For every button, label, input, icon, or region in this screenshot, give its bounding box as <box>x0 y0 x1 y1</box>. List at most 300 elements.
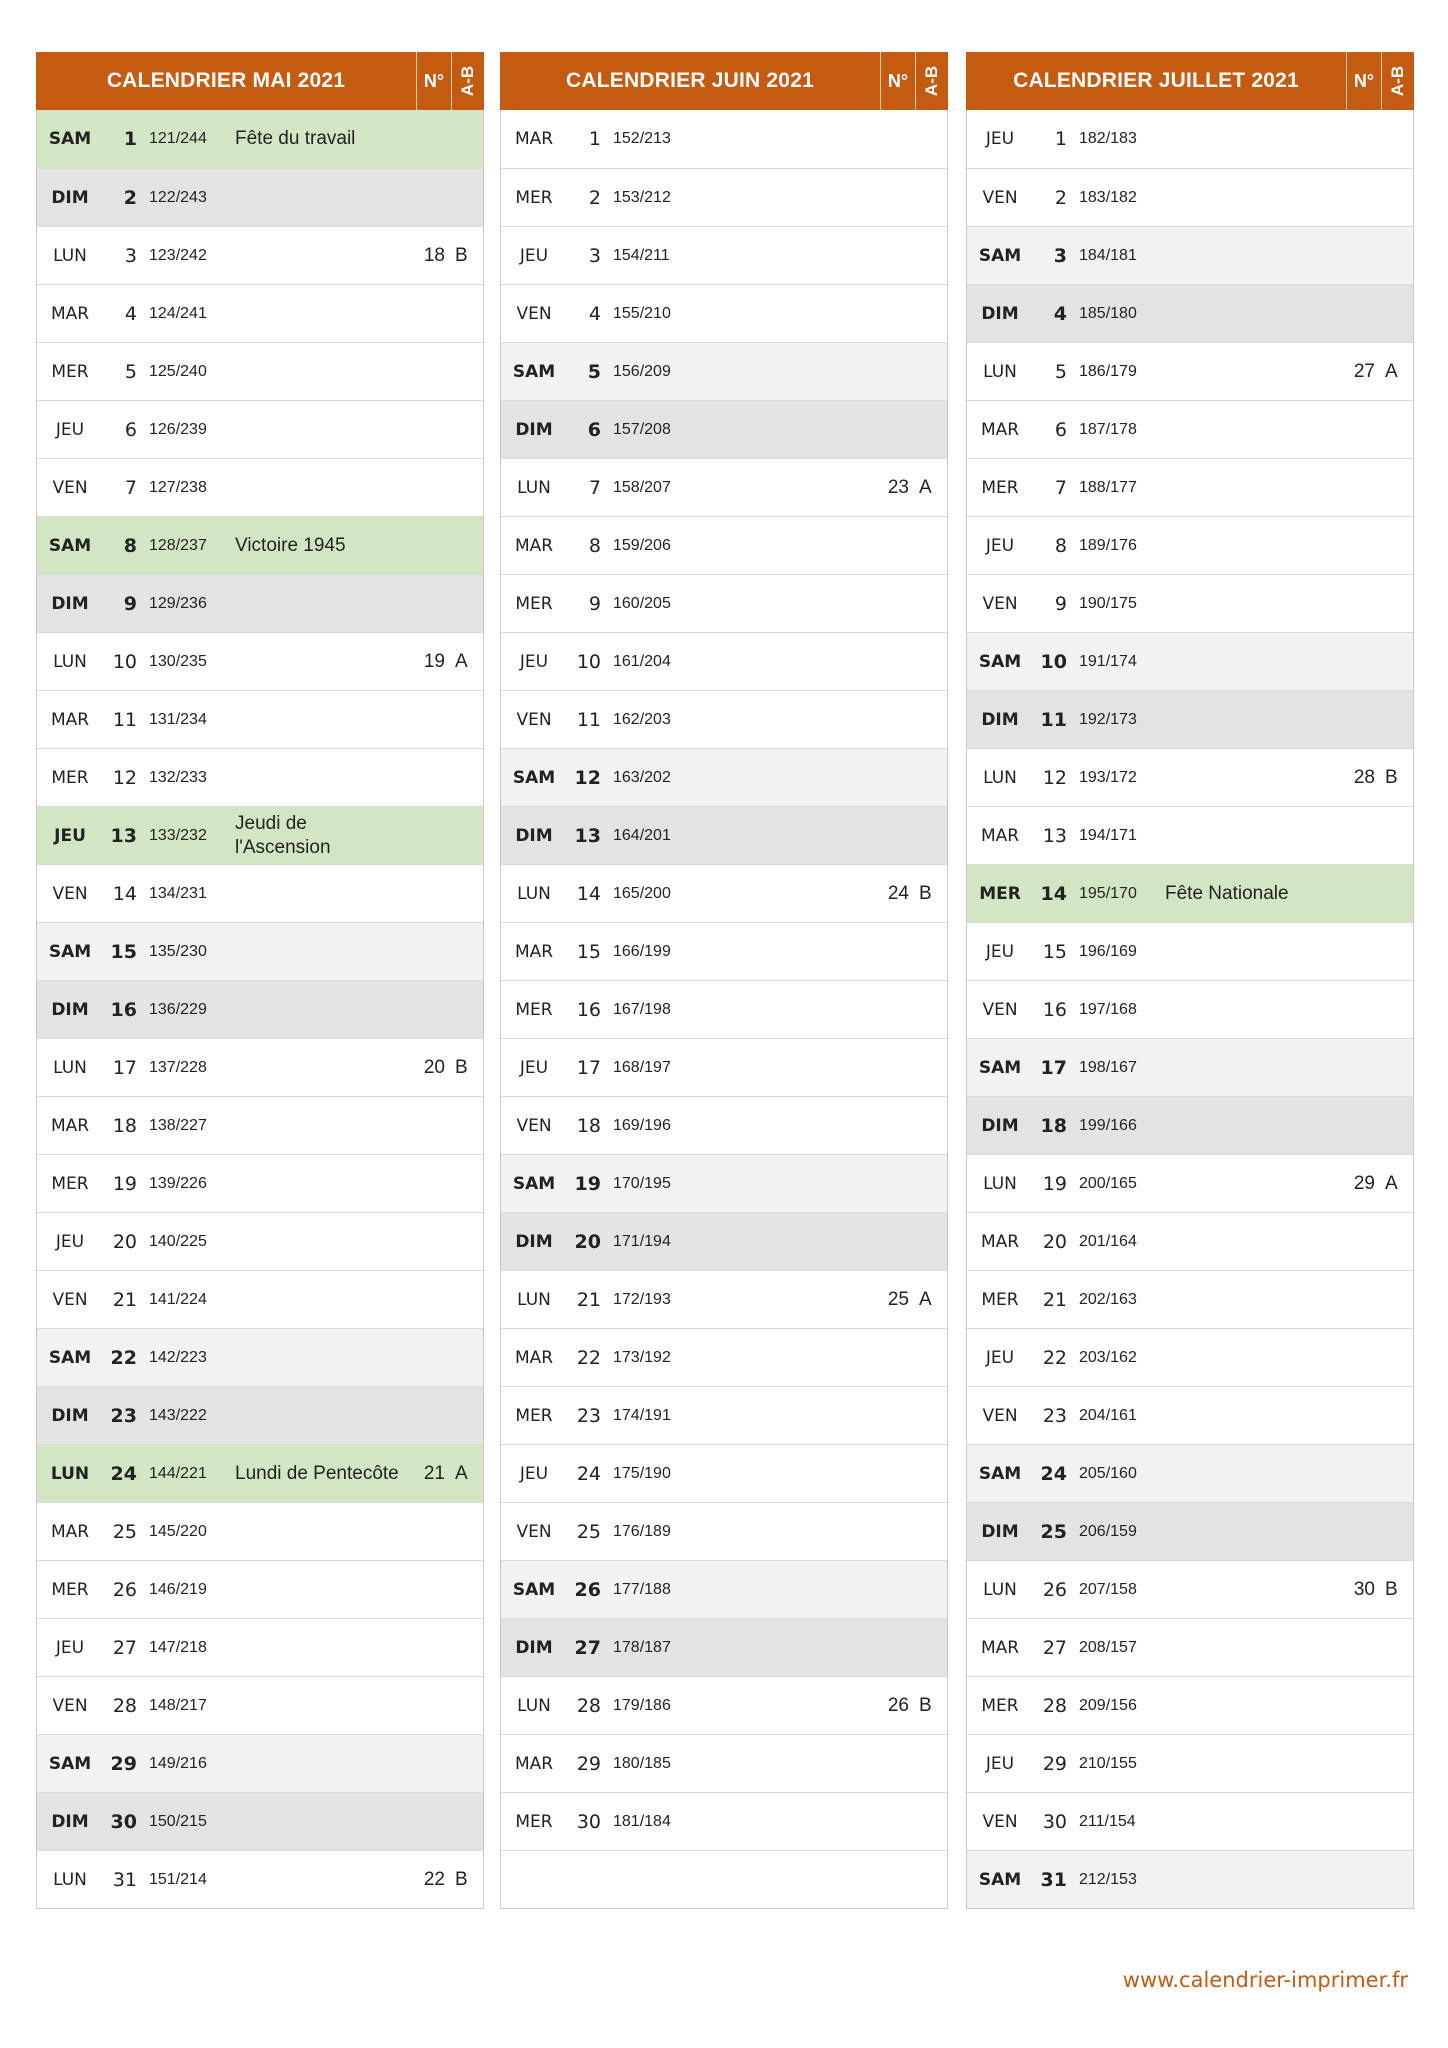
day-number: 3 <box>1053 244 1067 267</box>
day-of-year: 148/217 <box>149 1696 207 1714</box>
weekday-label: MAR <box>514 535 554 556</box>
day-number: 2 <box>123 186 137 209</box>
week-ab: B <box>455 1868 468 1890</box>
day-number: 10 <box>1040 650 1067 673</box>
day-number: 26 <box>112 1578 137 1601</box>
weekday-label: LUN <box>517 883 551 904</box>
day-row <box>37 226 483 284</box>
weekday-label: VEN <box>52 1695 88 1716</box>
day-of-year: 183/182 <box>1079 188 1137 206</box>
week-number: 21 <box>423 1462 445 1484</box>
week-number: 18 <box>423 244 445 266</box>
day-number: 26 <box>574 1578 601 1601</box>
day-of-year: 169/196 <box>613 1116 671 1134</box>
day-of-year: 159/206 <box>613 536 671 554</box>
day-number: 21 <box>1042 1288 1067 1311</box>
day-number: 20 <box>112 1230 137 1253</box>
day-row <box>967 1676 1413 1734</box>
weekday-label: JEU <box>55 1231 85 1252</box>
day-number: 18 <box>576 1114 601 1137</box>
day-of-year: 198/167 <box>1079 1058 1137 1076</box>
day-number: 8 <box>1054 534 1067 557</box>
day-row <box>967 516 1413 574</box>
day-row <box>501 690 947 748</box>
week-ab: B <box>919 882 932 904</box>
day-number: 7 <box>1054 476 1067 499</box>
day-number: 19 <box>1042 1172 1067 1195</box>
day-of-year: 202/163 <box>1079 1290 1137 1308</box>
day-row <box>501 1502 947 1560</box>
weekday-label: MER <box>515 593 553 614</box>
day-number: 1 <box>588 128 601 150</box>
weekday-label: MAR <box>50 303 90 324</box>
day-of-year: 211/154 <box>1079 1812 1136 1830</box>
weekday-label: SAM <box>48 129 92 149</box>
weekday-label: VEN <box>516 1521 552 1542</box>
day-number: 5 <box>124 360 137 383</box>
day-number: 22 <box>576 1346 601 1369</box>
week-number: 26 <box>887 1694 909 1716</box>
day-of-year: 197/168 <box>1079 1000 1137 1018</box>
day-of-year: 121/244 <box>149 130 207 147</box>
day-number: 28 <box>1042 1694 1067 1717</box>
day-row <box>967 1618 1413 1676</box>
weekday-label: MER <box>981 1289 1019 1310</box>
day-row <box>967 574 1413 632</box>
day-number: 29 <box>576 1752 601 1775</box>
day-row <box>967 980 1413 1038</box>
day-number: 17 <box>1040 1056 1067 1079</box>
weekday-label: MER <box>515 999 553 1020</box>
week-ab: A <box>1385 360 1398 382</box>
day-row <box>501 1676 947 1734</box>
weekday-label: VEN <box>516 1115 552 1136</box>
weekday-label: SAM <box>978 1869 1022 1890</box>
day-of-year: 149/216 <box>149 1754 207 1772</box>
weekday-label: MER <box>51 1579 89 1600</box>
weekday-label: JEU <box>985 1753 1015 1774</box>
day-row <box>501 1444 947 1502</box>
day-row <box>967 284 1413 342</box>
day-of-year: 182/183 <box>1079 130 1137 147</box>
weekday-label: DIM <box>51 1405 89 1426</box>
day-number: 1 <box>123 128 137 150</box>
day-row <box>37 1618 483 1676</box>
week-ab: B <box>455 244 468 266</box>
holiday-label: Victoire 1945 <box>235 534 346 556</box>
day-of-year: 177/188 <box>613 1580 671 1598</box>
week-ab: B <box>1385 766 1398 788</box>
weekday-label: JEU <box>985 129 1015 149</box>
weekday-label: MAR <box>514 129 554 149</box>
day-row <box>967 1850 1413 1908</box>
day-number: 6 <box>1054 418 1067 441</box>
day-of-year: 133/232 <box>149 826 207 844</box>
day-number: 23 <box>1042 1404 1067 1427</box>
weekday-label: SAM <box>978 651 1022 672</box>
day-row <box>967 748 1413 806</box>
day-row <box>37 1734 483 1792</box>
day-row <box>967 1502 1413 1560</box>
weekday-label: DIM <box>51 187 89 208</box>
month-header <box>966 52 1414 110</box>
day-row <box>967 1154 1413 1212</box>
day-of-year: 190/175 <box>1079 594 1137 612</box>
day-of-year: 176/189 <box>613 1522 671 1540</box>
day-row <box>967 1096 1413 1154</box>
weekday-label: LUN <box>53 1057 87 1078</box>
month-title: CALENDRIER JUILLET 2021 <box>1013 69 1299 92</box>
week-ab: B <box>919 1694 932 1716</box>
day-row <box>967 1560 1413 1618</box>
day-of-year: 147/218 <box>149 1638 207 1656</box>
day-of-year: 163/202 <box>613 768 671 786</box>
day-number: 14 <box>1040 882 1067 905</box>
day-of-year: 142/223 <box>149 1348 207 1366</box>
day-row <box>501 284 947 342</box>
day-of-year: 194/171 <box>1079 826 1137 844</box>
day-of-year: 206/159 <box>1079 1522 1137 1540</box>
day-of-year: 175/190 <box>613 1464 671 1482</box>
day-number: 10 <box>576 650 601 673</box>
day-row <box>37 1792 483 1850</box>
day-row <box>501 342 947 400</box>
weekday-label: SAM <box>48 1347 92 1368</box>
day-number: 1 <box>1054 128 1067 150</box>
weekday-label: LUN <box>517 477 551 498</box>
day-number: 28 <box>112 1694 137 1717</box>
day-number: 14 <box>112 882 137 905</box>
day-number: 12 <box>1042 766 1067 789</box>
weekday-label: MER <box>979 883 1021 904</box>
day-row <box>501 458 947 516</box>
day-of-year: 135/230 <box>149 942 207 960</box>
website-link[interactable]: www.calendrier-imprimer.fr <box>1122 1968 1408 1992</box>
weekday-label: JEU <box>54 825 86 846</box>
week-ab: A <box>455 1462 468 1484</box>
day-of-year: 171/194 <box>613 1232 671 1250</box>
day-of-year: 155/210 <box>613 304 671 322</box>
weekday-label: MAR <box>50 709 90 730</box>
day-of-year: 179/186 <box>613 1696 671 1714</box>
day-number: 5 <box>587 360 601 383</box>
day-number: 21 <box>576 1288 601 1311</box>
week-ab: B <box>455 1056 468 1078</box>
day-number: 19 <box>112 1172 137 1195</box>
day-of-year: 167/198 <box>613 1000 671 1018</box>
day-of-year: 129/236 <box>149 594 207 612</box>
weekday-label: MER <box>515 1811 553 1832</box>
day-number: 8 <box>588 534 601 557</box>
day-number: 7 <box>124 476 137 499</box>
day-row <box>967 632 1413 690</box>
day-row <box>501 226 947 284</box>
day-number: 15 <box>110 940 137 963</box>
day-of-year: 136/229 <box>149 1000 207 1018</box>
weekday-label: JEU <box>519 1057 549 1078</box>
day-of-year: 124/241 <box>149 304 207 322</box>
day-of-year: 152/213 <box>613 130 671 147</box>
weekday-label: SAM <box>978 245 1022 266</box>
weekday-label: SAM <box>512 1579 556 1600</box>
week-ab: A <box>1385 1172 1398 1194</box>
day-number: 17 <box>576 1056 601 1079</box>
day-of-year: 165/200 <box>613 884 671 902</box>
day-number: 12 <box>112 766 137 789</box>
day-row <box>967 864 1413 922</box>
day-of-year: 127/238 <box>149 478 207 496</box>
day-number: 5 <box>1054 360 1067 383</box>
day-of-year: 166/199 <box>613 942 671 960</box>
weekday-label: VEN <box>982 187 1018 208</box>
day-number: 8 <box>123 534 137 557</box>
weekday-label: LUN <box>983 1173 1017 1194</box>
day-of-year: 144/221 <box>149 1464 207 1482</box>
weekday-label: MER <box>981 477 1019 498</box>
weekday-label: MAR <box>50 1115 90 1136</box>
day-number: 19 <box>574 1172 601 1195</box>
day-row <box>501 1734 947 1792</box>
day-of-year: 204/161 <box>1079 1406 1137 1424</box>
day-of-year: 161/204 <box>613 652 671 670</box>
day-number: 6 <box>587 418 601 441</box>
day-row <box>37 1850 483 1908</box>
day-number: 26 <box>1042 1578 1067 1601</box>
day-number: 13 <box>574 824 601 847</box>
holiday-label: Fête du travail <box>235 128 356 149</box>
day-of-year: 126/239 <box>149 420 207 438</box>
day-row <box>501 168 947 226</box>
weekday-label: VEN <box>516 303 552 324</box>
day-number: 27 <box>112 1636 137 1659</box>
weekday-label: VEN <box>52 1289 88 1310</box>
day-number: 30 <box>1042 1810 1067 1833</box>
day-row <box>967 342 1413 400</box>
day-row <box>37 516 483 574</box>
day-row <box>967 1792 1413 1850</box>
day-number: 15 <box>576 940 601 963</box>
day-row <box>37 1270 483 1328</box>
day-of-year: 140/225 <box>149 1232 207 1250</box>
day-row <box>501 1038 947 1096</box>
week-ab: B <box>1385 1578 1398 1600</box>
week-number: 29 <box>1353 1172 1375 1194</box>
weekday-label: DIM <box>515 1231 553 1252</box>
day-of-year: 199/166 <box>1079 1116 1137 1134</box>
weekday-label: MER <box>51 1173 89 1194</box>
day-number: 20 <box>574 1230 601 1253</box>
month-header <box>500 52 948 110</box>
day-row <box>967 1328 1413 1386</box>
weekday-label: DIM <box>981 1521 1019 1542</box>
day-row <box>37 922 483 980</box>
day-number: 25 <box>1040 1520 1067 1543</box>
day-of-year: 125/240 <box>149 362 207 380</box>
day-row <box>501 864 947 922</box>
weekday-label: MER <box>515 1405 553 1426</box>
month-june <box>500 52 948 1909</box>
day-number: 13 <box>1042 824 1067 847</box>
day-row <box>501 1386 947 1444</box>
weekday-label: SAM <box>48 1753 92 1774</box>
day-row <box>501 1850 947 1908</box>
weekday-label: DIM <box>981 709 1019 730</box>
day-of-year: 203/162 <box>1079 1348 1137 1366</box>
weekday-label: LUN <box>983 1579 1017 1600</box>
day-row <box>967 226 1413 284</box>
day-of-year: 212/153 <box>1079 1870 1137 1888</box>
day-of-year: 153/212 <box>613 188 671 206</box>
day-number: 18 <box>112 1114 137 1137</box>
day-row <box>37 168 483 226</box>
day-row <box>967 690 1413 748</box>
day-row <box>967 1444 1413 1502</box>
day-number: 16 <box>1042 998 1067 1021</box>
day-of-year: 181/184 <box>613 1812 671 1830</box>
day-of-year: 134/231 <box>149 884 207 902</box>
day-number: 4 <box>1053 302 1067 325</box>
day-row <box>37 632 483 690</box>
weekday-label: LUN <box>53 651 87 672</box>
day-row <box>37 980 483 1038</box>
day-number: 25 <box>576 1520 601 1543</box>
weekday-label: MER <box>981 1695 1019 1716</box>
weekday-label: LUN <box>983 361 1017 382</box>
weekday-label: VEN <box>982 999 1018 1020</box>
day-number: 28 <box>576 1694 601 1717</box>
week-number: 25 <box>887 1288 909 1310</box>
day-row <box>967 400 1413 458</box>
day-row <box>967 1038 1413 1096</box>
weekday-label: JEU <box>985 535 1015 556</box>
day-of-year: 170/195 <box>613 1174 671 1192</box>
day-row <box>501 980 947 1038</box>
day-number: 22 <box>1042 1346 1067 1369</box>
weekday-label: DIM <box>51 593 89 614</box>
day-of-year: 205/160 <box>1079 1464 1137 1482</box>
week-number: 24 <box>887 882 909 904</box>
weekday-label: JEU <box>55 419 85 440</box>
day-number: 27 <box>1042 1636 1067 1659</box>
day-row <box>37 1676 483 1734</box>
ab-header: A-B <box>1381 52 1414 110</box>
day-number: 25 <box>112 1520 137 1543</box>
weekday-label: DIM <box>515 1637 553 1658</box>
day-row <box>37 1328 483 1386</box>
weekday-label: LUN <box>50 1463 90 1484</box>
day-of-year: 162/203 <box>613 710 671 728</box>
day-of-year: 185/180 <box>1079 304 1137 322</box>
day-number: 31 <box>1040 1868 1067 1891</box>
day-of-year: 193/172 <box>1079 768 1137 786</box>
day-row <box>37 342 483 400</box>
day-row <box>501 748 947 806</box>
weekday-label: SAM <box>978 1463 1022 1484</box>
day-of-year: 168/197 <box>613 1058 671 1076</box>
weekday-label: DIM <box>51 999 89 1020</box>
day-number: 31 <box>112 1868 137 1891</box>
day-row <box>967 1270 1413 1328</box>
day-row <box>501 1154 947 1212</box>
day-of-year: 189/176 <box>1079 536 1137 554</box>
day-of-year: 132/233 <box>149 768 207 786</box>
day-number: 16 <box>110 998 137 1021</box>
day-of-year: 180/185 <box>613 1754 671 1772</box>
day-number: 9 <box>1054 592 1067 615</box>
day-of-year: 164/201 <box>613 826 671 844</box>
day-of-year: 131/234 <box>149 710 207 728</box>
day-row <box>37 1096 483 1154</box>
weekday-label: MAR <box>514 1347 554 1368</box>
weekday-label: JEU <box>985 1347 1015 1368</box>
day-of-year: 145/220 <box>149 1522 207 1540</box>
day-of-year: 188/177 <box>1079 478 1137 496</box>
day-row <box>967 168 1413 226</box>
day-number: 30 <box>576 1810 601 1833</box>
day-of-year: 123/242 <box>149 246 207 264</box>
weekday-label: MER <box>51 361 89 382</box>
day-row <box>967 1212 1413 1270</box>
day-number: 3 <box>124 244 137 267</box>
day-of-year: 157/208 <box>613 420 671 438</box>
weekday-label: DIM <box>981 303 1019 324</box>
week-number-header: N° <box>1346 52 1381 110</box>
day-number: 22 <box>110 1346 137 1369</box>
day-row <box>967 806 1413 864</box>
day-of-year: 186/179 <box>1079 362 1137 380</box>
weekday-label: MAR <box>980 1231 1020 1252</box>
day-number: 2 <box>1054 186 1067 209</box>
day-of-year: 200/165 <box>1079 1174 1137 1192</box>
day-row <box>501 574 947 632</box>
weekday-label: MAR <box>980 1637 1020 1658</box>
day-row <box>501 400 947 458</box>
weekday-label: VEN <box>516 709 552 730</box>
week-number: 30 <box>1353 1578 1375 1600</box>
week-number: 28 <box>1353 766 1375 788</box>
day-of-year: 201/164 <box>1079 1232 1137 1250</box>
day-row <box>501 632 947 690</box>
month-may <box>36 52 484 1909</box>
day-number: 24 <box>1040 1462 1067 1485</box>
weekday-label: VEN <box>982 593 1018 614</box>
weekday-label: LUN <box>53 245 87 266</box>
day-row <box>37 574 483 632</box>
day-of-year: 122/243 <box>149 188 207 206</box>
day-number: 6 <box>124 418 137 441</box>
day-row <box>37 110 483 168</box>
day-of-year: 138/227 <box>149 1116 207 1134</box>
month-title: CALENDRIER MAI 2021 <box>106 69 346 92</box>
day-row <box>37 864 483 922</box>
week-ab: A <box>919 476 932 498</box>
day-row <box>967 922 1413 980</box>
day-number: 17 <box>112 1056 137 1079</box>
day-row <box>967 1734 1413 1792</box>
weekday-label: DIM <box>515 419 553 440</box>
weekday-label: SAM <box>48 941 92 962</box>
day-number: 16 <box>576 998 601 1021</box>
weekday-label: MAR <box>50 1521 90 1542</box>
day-number: 9 <box>123 592 137 615</box>
weekday-label: LUN <box>517 1695 551 1716</box>
weekday-label: MAR <box>514 1753 554 1774</box>
holiday-label: Lundi de Pentecôte <box>235 1462 399 1484</box>
week-number: 23 <box>887 476 909 498</box>
day-number: 30 <box>110 1810 137 1833</box>
week-number: 20 <box>423 1056 445 1078</box>
month-header <box>36 52 484 110</box>
